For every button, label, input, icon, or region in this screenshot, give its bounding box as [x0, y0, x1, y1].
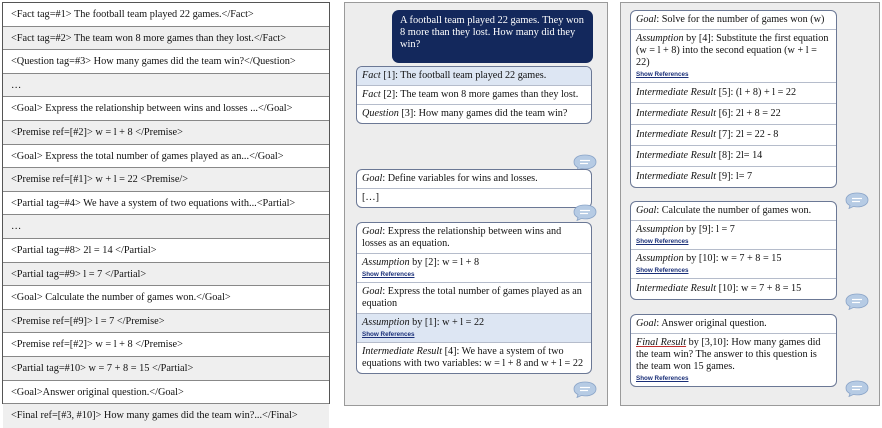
- intermediate-result-row: Intermediate Result [8]: 2l= 14: [631, 146, 836, 167]
- chat-panel-right: [620, 2, 880, 406]
- intermediate-result-row: Intermediate Result [4]: We have a system of two equations with two variables: w = l + 8 and w + l = 22: [362, 346, 584, 369]
- collapsed-steps[interactable]: […]: [362, 192, 379, 203]
- assumption-row: Assumption by [2]: w = l + 8 Show References: [357, 254, 591, 283]
- tag-list: [2, 2, 330, 422]
- intermediate-result-row: Intermediate Result [10]: w = 7 + 8 = 15: [636, 283, 802, 294]
- chat-bubble-icon[interactable]: [573, 204, 597, 221]
- tag-row: <Partial tag=#8> 2l = 14 </Partial>: [3, 239, 329, 263]
- facts-card: [356, 66, 592, 124]
- tag-row: <Fact tag=#2> The team won 8 more games than they lost.</Fact>: [3, 27, 329, 51]
- intermediate-result-row: Intermediate Result [7]: 2l = 22 - 8: [631, 125, 836, 146]
- tag-row: <Premise ref=[#9]> l = 7 </Premise>: [3, 310, 329, 334]
- tag-row: <Final ref=[#3, #10]> How many games did the team win?...</Final>: [3, 404, 329, 428]
- goal-row: Goal: Express the total number of games played as an equation: [357, 283, 591, 314]
- goal-row: Goal: Define variables for wins and losses.: [357, 170, 591, 189]
- user-message: A football team played 22 games. They won 8 more than they lost. How many did they win?: [392, 10, 593, 63]
- show-references-link[interactable]: Show References: [362, 331, 415, 338]
- goal-row: Goal: Calculate the number of games won.: [631, 202, 836, 221]
- chat-panel-middle: [344, 2, 608, 406]
- intermediate-result-row: Intermediate Result [9]: l= 7: [636, 171, 753, 182]
- show-references-link[interactable]: Show References: [636, 375, 689, 382]
- intermediate-result-row: Intermediate Result [5]: (l + 8) + l = 22: [631, 83, 836, 104]
- tag-row: <Fact tag=#1> The football team played 22 games.</Fact>: [3, 3, 329, 27]
- show-references-link[interactable]: Show References: [636, 267, 689, 274]
- calculate-card: [630, 201, 837, 300]
- tag-row: …: [3, 215, 329, 239]
- relation-card: [356, 222, 592, 374]
- show-references-link[interactable]: Show References: [362, 271, 415, 278]
- answer-card: [630, 314, 837, 387]
- goal-row: Goal: Answer original question.: [631, 315, 836, 334]
- chat-bubble-icon[interactable]: [845, 293, 869, 310]
- assumption-row: Assumption by [10]: w = 7 + 8 = 15 Show References: [631, 250, 836, 279]
- assumption-row: Assumption by [9]: l = 7 Show References: [631, 221, 836, 250]
- question-row: Question [3]: How many games did the team win?: [362, 108, 568, 119]
- assumption-row: Assumption by [1]: w + l = 22 Show References: [357, 314, 591, 343]
- final-result-row: Final Result by [3,10]: How many games did the team win? The answer to this question is the team won 15 games. Show References: [631, 334, 836, 386]
- chat-bubble-icon[interactable]: [845, 192, 869, 209]
- tag-row: <Premise ref=[#2]> w = l + 8 </Premise>: [3, 121, 329, 145]
- tag-row: <Premise ref=[#1]> w + l = 22 <Premise/>: [3, 168, 329, 192]
- solve-card: [630, 10, 837, 188]
- tag-row: <Partial tag=#9> l = 7 </Partial>: [3, 263, 329, 287]
- chat-bubble-icon[interactable]: [845, 380, 869, 397]
- tag-row: <Partial tag=#4> We have a system of two equations with...<Partial>: [3, 192, 329, 216]
- define-variables-card: [356, 169, 592, 208]
- goal-row: Goal: Solve for the number of games won (w): [631, 11, 836, 30]
- tag-row: <Partial tag=#10> w = 7 + 8 = 15 </Partial>: [3, 357, 329, 381]
- assumption-row: Assumption by [4]: Substitute the first equation (w = l + 8) into the second equation (w + l = 22) Show References: [631, 30, 836, 83]
- intermediate-result-row: Intermediate Result [6]: 2l + 8 = 22: [631, 104, 836, 125]
- show-references-link[interactable]: Show References: [636, 71, 689, 78]
- goal-row: Goal: Express the relationship between wins and losses as an equation.: [357, 223, 591, 254]
- tag-row: <Goal>Answer original question.</Goal>: [3, 381, 329, 405]
- tag-row: <Question tag=#3> How many games did the team win?</Question>: [3, 50, 329, 74]
- tag-row: <Goal> Calculate the number of games won.</Goal>: [3, 286, 329, 310]
- tag-row: <Goal> Express the total number of games played as an...</Goal>: [3, 145, 329, 169]
- show-references-link[interactable]: Show References: [636, 238, 689, 245]
- tag-row: <Goal> Express the relationship between wins and losses ...</Goal>: [3, 97, 329, 121]
- tag-row: …: [3, 74, 329, 98]
- fact-row: Fact [1]: The football team played 22 games.: [357, 67, 591, 86]
- tag-row: <Premise ref=[#2]> w = l + 8 </Premise>: [3, 333, 329, 357]
- chat-bubble-icon[interactable]: [573, 381, 597, 398]
- fact-row: Fact [2]: The team won 8 more games than they lost.: [357, 86, 591, 105]
